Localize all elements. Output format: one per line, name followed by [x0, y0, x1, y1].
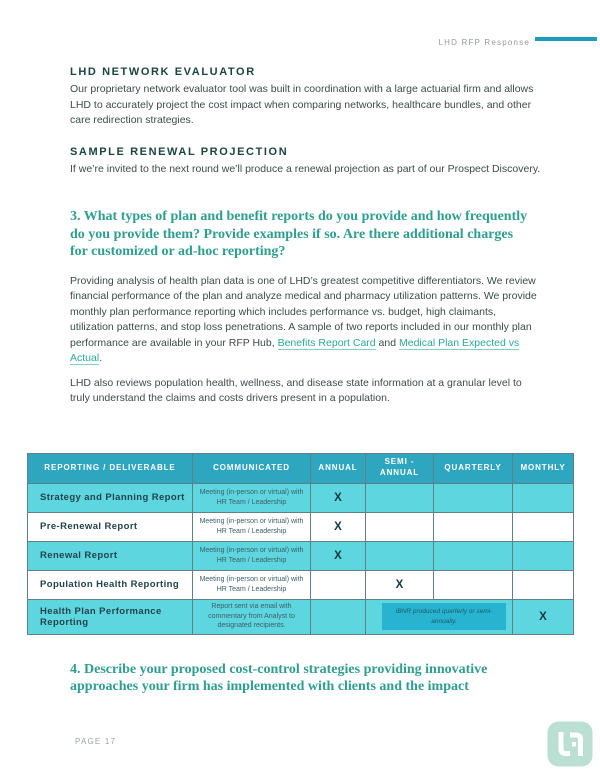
column-header-annual: ANNUAL	[311, 453, 366, 483]
communicated-cell: Meeting (in-person or virtual) with HR Team / Leadership	[193, 541, 311, 570]
table-row	[28, 541, 574, 570]
quarterly-cell	[434, 541, 513, 570]
reporting-deliverable-table	[27, 453, 573, 635]
annual-cell: X	[311, 512, 366, 541]
monthly-cell	[513, 483, 574, 512]
page-number: PAGE 17	[75, 737, 117, 746]
column-header-semi-annual: SEMI - ANNUAL	[366, 453, 434, 483]
semi-annual-cell	[366, 512, 434, 541]
section-heading-network-evaluator: LHD NETWORK EVALUATOR	[70, 66, 256, 78]
table-header-row	[28, 453, 574, 483]
answer-3-paragraph-1	[70, 274, 542, 367]
content-column	[70, 661, 542, 696]
annual-cell: X	[311, 483, 366, 512]
document-header-label: LHD RFP Response	[438, 38, 530, 47]
paragraph-text: .	[99, 352, 103, 364]
section-body-network-evaluator: Our proprietary network evaluator tool was built in coordination with a large actuarial firm and allows LHD to accurately project the cost impact when comparing networks, healthcare bundles, and other care redirection strategies.	[70, 83, 534, 126]
communicated-cell: Report sent via email with commentary from Analyst to designated recipients.	[193, 599, 311, 634]
deliverable-cell: Pre-Renewal Report	[28, 512, 193, 541]
table-row	[28, 512, 574, 541]
quarterly-cell	[434, 570, 513, 599]
communicated-cell: Meeting (in-person or virtual) with HR Team / Leadership	[193, 512, 311, 541]
deliverable-cell: Strategy and Planning Report	[28, 483, 193, 512]
deliverable-cell: Health Plan Performance Reporting	[28, 599, 193, 634]
annual-cell	[311, 570, 366, 599]
monthly-cell	[513, 570, 574, 599]
column-header-quarterly: QUARTERLY	[434, 453, 513, 483]
semi-annual-cell: X	[366, 570, 434, 599]
paragraph-text: and	[375, 336, 399, 349]
paragraph-text: Providing analysis of health plan data is one of LHD’s greatest competitive differentiators. We review financial performance of the plan and analyze medical and pharmacy utilization patterns. We provide monthly plan performance reporting which includes performance vs. budget, high claimants, utilization patterns, and stop loss penetrations. A sample of two reports included in our monthly plan performance are available in your RFP Hub,	[70, 274, 537, 349]
header-accent-bar	[535, 37, 597, 41]
ibnr-note: IBNR produced quarterly or semi-annually.	[382, 603, 506, 631]
monthly-cell	[513, 541, 574, 570]
section-body-sample-renewal: If we’re invited to the next round we’ll produce a renewal projection as part of our Prospect Discovery.	[70, 162, 541, 175]
annual-cell	[311, 599, 366, 634]
communicated-cell: Meeting (in-person or virtual) with HR Team / Leadership	[193, 483, 311, 512]
communicated-cell: Meeting (in-person or virtual) with HR Team / Leadership	[193, 570, 311, 599]
quarterly-cell	[434, 512, 513, 541]
table-row	[28, 483, 574, 512]
semi-annual-quarterly-cell	[366, 599, 513, 634]
question-4: 4. Describe your proposed cost-control strategies providing innovative approaches your firm has implemented with clients and the impact	[70, 661, 488, 694]
quarterly-cell	[434, 483, 513, 512]
annual-cell: X	[311, 541, 366, 570]
column-header-communicated: COMMUNICATED	[193, 453, 311, 483]
link-medical-plan-expected-vs-actual[interactable]: Medical Plan Expected vs Actual	[70, 336, 520, 364]
content-column	[70, 0, 542, 407]
semi-annual-cell	[366, 483, 434, 512]
link-benefits-report-card[interactable]: Benefits Report Card	[277, 336, 376, 349]
semi-annual-cell	[366, 541, 434, 570]
table-row	[28, 599, 574, 634]
monthly-cell: X	[513, 599, 574, 634]
column-header-reporting-deliverable: REPORTING / DELIVERABLE	[28, 453, 193, 483]
section-heading-sample-renewal: SAMPLE RENEWAL PROJECTION	[70, 145, 289, 158]
deliverable-cell: Population Health Reporting	[28, 570, 193, 599]
deliverable-cell: Renewal Report	[28, 541, 193, 570]
reporting-table	[27, 453, 574, 635]
question-3: 3. What types of plan and benefit reports do you provide and how frequently do you provide them? Provide examples if so. Are there additional charges for customized or ad-hoc reporting?	[70, 209, 528, 259]
lhd-logo-icon	[546, 720, 594, 768]
table-row	[28, 570, 574, 599]
answer-3-paragraph-2: LHD also reviews population health, wellness, and disease state information at a granular level to truly understand the claims and costs drivers present in a population.	[70, 376, 522, 404]
column-header-monthly: MONTHLY	[513, 453, 574, 483]
monthly-cell	[513, 512, 574, 541]
